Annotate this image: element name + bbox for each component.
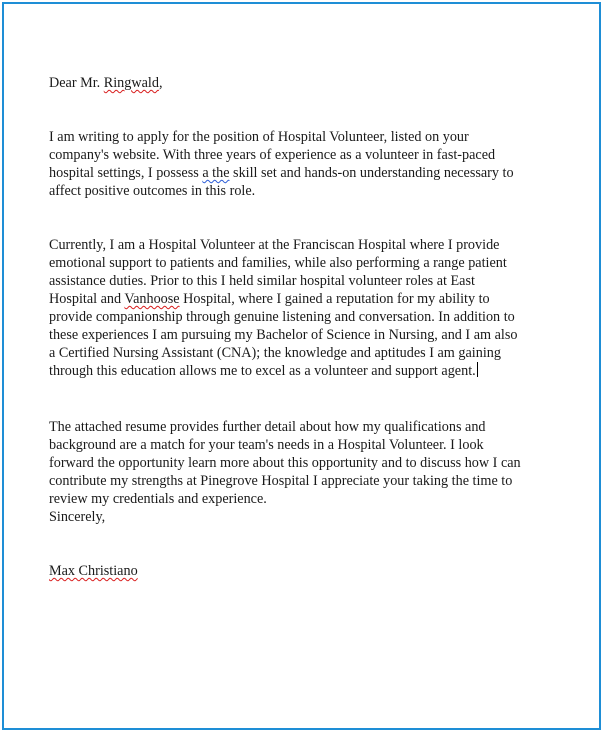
salutation	[49, 74, 569, 92]
text-line: affect positive outcomes in this role.	[49, 183, 256, 199]
closing: Sincerely,	[49, 509, 106, 525]
text-line: assistance duties. Prior to this I held similar hospital volunteer roles at East	[49, 273, 475, 289]
text-span: hospital settings, I possess	[49, 165, 203, 181]
text-span: Hospital, where I gained a reputation for my ability to	[179, 291, 490, 307]
text-span: Hospital and	[49, 291, 125, 307]
text-line: contribute my strengths at Pinegrove Hospital I appreciate your taking the time to	[49, 473, 513, 489]
signature-name: Max Christiano	[49, 563, 138, 579]
spelling-flag: Vanhoose	[124, 291, 180, 307]
paragraph-experience	[49, 236, 569, 380]
text-line: a Certified Nursing Assistant (CNA); the knowledge and aptitudes I am gaining	[49, 345, 501, 361]
text-line: emotional support to patients and families, while also performing a range patient	[49, 255, 507, 271]
signature	[49, 562, 569, 580]
text-cursor	[477, 362, 478, 377]
text-line	[49, 290, 569, 308]
text-line: Currently, I am a Hospital Volunteer at the Franciscan Hospital where I provide	[49, 237, 500, 253]
text-line: company's website. With three years of experience as a volunteer in fast-paced	[49, 147, 496, 163]
text-span: through this education allows me to excel as a volunteer and support agent.	[49, 363, 476, 379]
text-span: skill set and hands-on understanding necessary to	[229, 165, 514, 181]
paragraph-closing	[49, 418, 569, 526]
text-line	[49, 362, 569, 380]
text-line: provide companionship through genuine listening and conversation. In addition to	[49, 309, 515, 325]
grammar-flag: a the	[202, 165, 230, 181]
text-line: forward the opportunity learn more about this opportunity and to discuss how I can	[49, 455, 521, 471]
salutation-suffix: ,	[158, 75, 163, 91]
text-line: these experiences I am pursuing my Bachelor of Science in Nursing, and I am also	[49, 327, 518, 343]
letter-body[interactable]	[49, 74, 569, 580]
text-line: review my credentials and experience.	[49, 491, 267, 507]
text-line: I am writing to apply for the position of Hospital Volunteer, listed on your	[49, 129, 469, 145]
salutation-name: Ringwald	[103, 75, 159, 91]
paragraph-intro	[49, 128, 569, 200]
text-line: background are a match for your team's needs in a Hospital Volunteer. I look	[49, 437, 484, 453]
salutation-prefix: Dear Mr.	[49, 75, 104, 91]
text-line: The attached resume provides further detail about how my qualifications and	[49, 419, 486, 435]
text-line	[49, 164, 569, 182]
